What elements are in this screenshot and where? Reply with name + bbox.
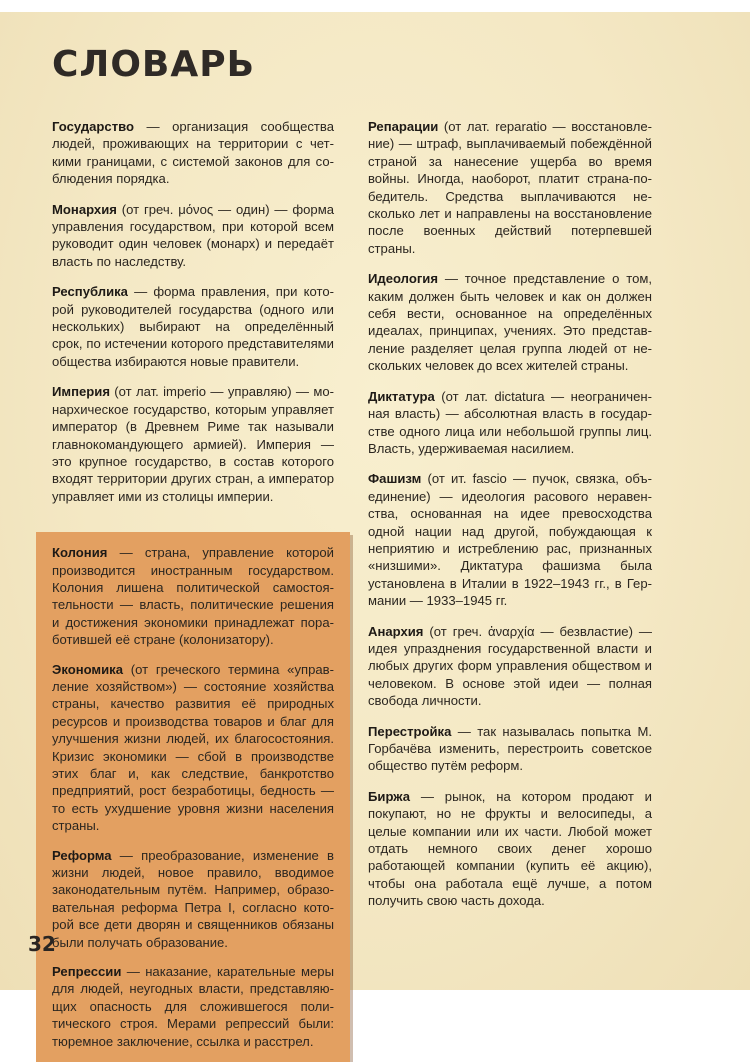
- entry-definition: — рынок, на котором продают и покупают, но не фрукты и велосипеды, а целые компании или их части. Любой может отдать немного своих денег хорошо работающей компании (купить её акцию), чтобы она работала ещё лучше, а потом получить свою часть дохода.: [368, 788, 652, 909]
- page-number: 32: [28, 932, 56, 956]
- entry-term: Репрессии: [52, 964, 122, 980]
- entry-definition: (от лат. imperio — управляю) — монархическое государство, которым управляет император (в Древнем Риме так называли главнокомандующего армией). Империя — это крупное государство, в состав которого входят территории других стран, а император управляет ими из столицы империи.: [52, 384, 334, 504]
- entry-term: Государство: [52, 119, 134, 134]
- entry-definition: — точное представление о том, каким должен быть человек и как он должен себя вести, основанное на определённых идеалах, принципах, учениях. Это представление разделяет целая группа людей от нескольких человек до всех жителей страны.: [368, 271, 652, 374]
- entry-definition: (от лат. dictatura — неограниченная власть) — абсолютная власть в государстве одного лица или небольшой группы лиц. Власть, удерживаемая насилием.: [368, 388, 652, 456]
- entry-term: Перестройка: [368, 723, 452, 739]
- glossary-entry: [52, 118, 334, 188]
- entry-term: Идеология: [368, 271, 438, 287]
- entry-definition: — наказание, карательные меры для людей, неугодных власти, представляющих опасность для сложившегося политического строя. Мерами репрессий были: тюремное заключение, ссылка и расстрел.: [52, 964, 334, 1049]
- entry-definition: — так называлась попытка М. Горбачёва изменить, перестроить советское общество путём реформ.: [368, 723, 652, 774]
- entry-term: Репарации: [368, 119, 439, 134]
- entry-definition: — организация сообщества людей, проживающих на территории с четкими границами, с системой законов для соблюдения порядка.: [52, 119, 334, 187]
- glossary-entry: [52, 201, 334, 271]
- entry-definition: (от греческого термина «управление хозяйством») — состояние хозяйства страны, качество развития её природных ресурсов и производства товаров и благ для улучшения жизни людей, их благосостояния. Кризис экономики — сбой в производстве этих благ и, как следствие, банкротство предприятий, рост безработицы, бедность — то есть ухудшение уровня жизни населения страны.: [52, 661, 334, 834]
- highlight-box: [36, 532, 350, 1062]
- entry-term: Реформа: [52, 847, 112, 863]
- left-column: [52, 118, 334, 1062]
- glossary-entry: [52, 283, 334, 370]
- glossary-entry: [368, 388, 652, 458]
- page-title: СЛОВАРЬ: [52, 44, 256, 85]
- entry-term: Диктатура: [368, 388, 435, 404]
- glossary-entry: [52, 661, 334, 835]
- entry-term: Империя: [52, 384, 110, 400]
- entry-term: Монархия: [52, 201, 117, 217]
- entry-definition: (от греч. μόνος — один) — форма управления государством, при которой всем руководит один человек (монарх) и передаёт власть по наследству.: [52, 201, 334, 269]
- entry-definition: — форма правления, при которой руководителей государства (одного или нескольких) выбирают на определённый срок, по истечении которого представителями общества избираются новые правители.: [52, 284, 334, 369]
- glossary-entry: [52, 383, 334, 505]
- glossary-entry: [368, 623, 652, 710]
- glossary-entry: [368, 270, 652, 374]
- entry-term: Фашизм: [368, 471, 422, 487]
- glossary-entry: [368, 118, 652, 257]
- entry-term: Анархия: [368, 623, 424, 639]
- right-column: [368, 118, 652, 923]
- glossary-entry: [368, 788, 652, 910]
- entry-term: Биржа: [368, 788, 411, 804]
- entry-definition: — преобразование, изменение в жизни людей, новое правило, вводимое законодательным путём. Например, образовательная реформа Петра I, согласно которой все дети дворян и священников обязаны были получать образование.: [52, 847, 334, 950]
- entry-definition: (от лат. reparatio — восстановление) — штраф, выплачиваемый побеждённой страной за нанесение ущерба во время войны. Иногда, наоборот, платит страна-победитель. Средства выплачиваются несколько лет и направлены на восстановление после военных действий потерпевшей страны.: [368, 119, 652, 256]
- top-margin: [0, 0, 750, 12]
- entry-term: Республика: [52, 284, 128, 300]
- glossary-entry: [52, 847, 334, 951]
- entry-term: Колония: [52, 545, 108, 561]
- glossary-entry: [52, 963, 334, 1050]
- entry-definition: (от греч. ἀναρχία — безвластие) — идея упразднения государственной власти и любых других форм управления обществом и человеком. В основе этой идеи — полная свобода личности.: [368, 623, 652, 709]
- glossary-entry: [52, 544, 334, 648]
- glossary-entry: [368, 470, 652, 609]
- glossary-entry: [368, 723, 652, 775]
- entry-definition: (от ит. fascio — пучок, связка, объединение) — идеология расового неравенства, основанная на идее превосходства одной нации над другой, побуждающая к неприятию и истреблению рас, признанных «низшими». Диктатура фашизма была установлена в Италии в 1922–1943 гг., в Германии — 1933–1945 гг.: [368, 471, 652, 609]
- entry-term: Экономика: [52, 661, 123, 677]
- entry-definition: — страна, управление которой производится иностранным государством. Колония лишена политической самостоятельности — власть, политические решения и достижения экономики принадлежат поработившей её стране (колонизатору).: [52, 545, 334, 648]
